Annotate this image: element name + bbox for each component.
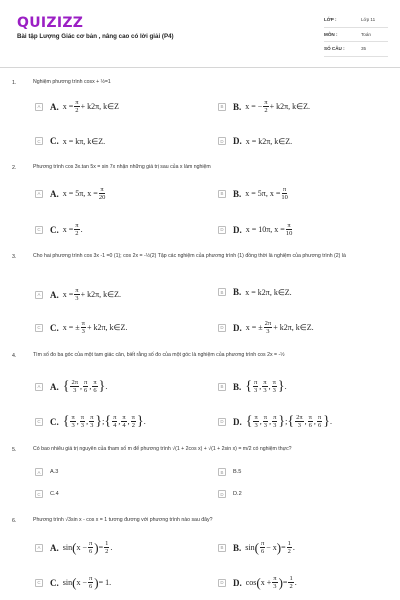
option-d[interactable] [218,222,293,237]
option-letter: B. [233,469,239,475]
option-box[interactable]: C [35,418,43,426]
option-letter: D. [233,577,242,588]
option-letter: D. [233,491,239,497]
option-letter: D. [233,416,242,427]
option-b[interactable] [218,186,289,201]
option-box[interactable]: D [218,324,226,332]
option-d[interactable] [218,136,292,146]
option-b[interactable] [218,379,287,394]
meta-label: SỐ CÂU : [324,46,345,52]
option-d[interactable] [218,320,314,335]
option-box[interactable]: D [218,579,226,587]
option-box[interactable]: C [35,137,43,145]
option-letter: C. [50,416,59,427]
option-letter: B. [233,542,242,553]
option-math: x = kπ, k∈Z. [62,136,106,146]
question-text: Có bao nhiêu giá trị nguyên của tham số m để phương trình √(1 + 2cos x) + √(1 + 2sin x) = m/2 có nghiệm thực? [33,446,292,452]
option-letter: C. [50,224,59,235]
option-d[interactable] [218,490,242,498]
option-math: x = 5π, x = $\frac{\pi}{20}$ [62,186,106,201]
option-math: x = $\frac{\pi}{2}$ + k2π, k∈Z [62,99,119,114]
option-box[interactable]: D [218,418,226,426]
option-text: 3 [55,469,59,475]
option-b[interactable] [218,468,241,476]
question-text: Tìm số đo ba góc của một tam giác cân, biết rằng số đo của một góc là nghiệm của phương trình cos 2x = -½ [33,352,285,358]
option-math: sin ( $\frac{\pi}{6}$ − x ) = $\frac{1}{2}$ . [245,540,295,555]
option-math: sin ( x − $\frac{\pi}{6}$ ) = $\frac{1}{2}$ . [62,540,113,555]
option-letter: D. [233,322,242,333]
option-box[interactable]: C [35,324,43,332]
option-a[interactable] [35,99,119,114]
option-letter: D. [233,136,242,146]
header-divider [0,67,400,68]
option-math: x = $\frac{\pi}{3}$ + k2π, k∈Z. [62,287,121,302]
option-math: x = $\frac{\pi}{2}$ . [62,222,83,237]
option-letter: B. [233,188,242,199]
option-box[interactable]: D [218,490,226,498]
option-box[interactable]: A [35,468,43,476]
option-letter: D. [233,224,242,235]
option-box[interactable]: C [35,226,43,234]
option-c[interactable] [35,320,127,335]
option-letter: A. [50,289,59,300]
option-letter: C. [50,577,59,588]
option-box[interactable]: B [218,383,226,391]
option-math: x = 5π, x = $\frac{\pi}{10}$ [245,186,288,201]
meta-row-class [324,13,388,28]
question-number: 5. [12,447,17,453]
option-c[interactable] [35,575,111,590]
option-box[interactable]: A [35,190,43,198]
option-math: x = ± $\frac{2\pi}{3}$ + k2π, k∈Z. [245,320,314,335]
meta-row-count [324,42,388,57]
option-letter: A. [50,381,59,392]
question-number: 1. [12,80,17,86]
option-box[interactable]: C [35,490,43,498]
quizizz-logo: QUIZIZZ [17,15,84,31]
question-number: 3. [12,254,17,260]
option-box[interactable]: C [35,579,43,587]
option-letter: B. [233,287,242,297]
option-letter: C. [50,136,59,146]
option-letter: C. [50,491,56,497]
option-letter: A. [50,188,59,199]
option-box[interactable]: B [218,103,226,111]
option-math: x = 10π, x = $\frac{\pi}{10}$ [245,222,293,237]
meta-row-subject [324,28,388,43]
option-math: sin ( x − $\frac{\pi}{6}$ ) = 1. [62,575,112,590]
meta-value: 35 [361,46,367,52]
option-box[interactable]: A [35,103,43,111]
option-math: { $\frac{2\pi}{3}$ , $\frac{\pi}{6}$ , $\frac{\pi}{6}$ } . [62,378,108,394]
option-a[interactable] [35,287,121,302]
question-number: 4. [12,353,17,359]
meta-panel [324,13,388,57]
option-box[interactable]: D [218,226,226,234]
option-c[interactable] [35,414,146,429]
option-box[interactable]: D [218,137,226,145]
option-box[interactable]: B [218,288,226,296]
option-a[interactable] [35,186,106,201]
page-title: Bài tập Lượng Giác cơ bản , nâng cao có lời giải (P4) [17,33,174,40]
meta-label: MÔN : [324,31,338,37]
option-d[interactable] [218,575,297,590]
option-box[interactable]: B [218,190,226,198]
option-math: { $\frac{\pi}{3}$ , $\frac{\pi}{3}$ , $\frac{\pi}{3}$ } ; { $\frac{2\pi}{3}$ , $\frac{\pi}{6}$ , $\frac{\pi}{6}$ } . [245,413,332,429]
question-number: 6. [12,518,17,524]
option-a[interactable] [35,468,58,476]
option-math: x = − $\frac{\pi}{2}$ + k2π, k∈Z. [245,99,310,114]
option-c[interactable] [35,490,59,498]
option-box[interactable]: B [218,468,226,476]
option-a[interactable] [35,540,112,555]
option-math: cos ( x + $\frac{\pi}{3}$ ) = $\frac{1}{2}$ . [245,575,297,590]
option-math: x = k2π, k∈Z. [245,287,292,297]
option-letter: A. [50,469,56,475]
meta-label: LỚP : [324,17,337,23]
option-box[interactable]: A [35,544,43,552]
option-text: 2 [238,491,242,497]
option-letter: A. [50,101,59,112]
option-text: 5 [238,469,242,475]
option-box[interactable]: B [218,544,226,552]
meta-value: Lớp 11 [361,17,376,23]
option-letter: C. [50,322,59,333]
option-c[interactable] [35,136,105,146]
option-box[interactable]: A [35,291,43,299]
option-math: { $\frac{\pi}{3}$ , $\frac{\pi}{3}$ , $\frac{\pi}{3}$ } . [245,378,287,394]
question-text: Cho hai phương trình cos 3x -1 =0 (1); cos 2x = -½(2) Tập các nghiệm của phương trình (1) đồng thời là nghiệm của phương trình (2) là [33,253,346,259]
option-c[interactable] [35,222,83,237]
option-letter: B. [233,381,242,392]
option-math: { $\frac{\pi}{3}$ , $\frac{\pi}{3}$ , $\frac{\pi}{3}$ } ; { $\frac{\pi}{4}$ , $\frac{\pi}{4}$ , $\frac{\pi}{2}$ } . [62,413,146,429]
option-text: 4 [55,491,59,497]
question-number: 2. [12,165,17,171]
option-box[interactable]: A [35,383,43,391]
option-math: x = k2π, k∈Z. [245,136,293,146]
question-text: Phương trình cos 3x.tan 5x = sin 7x nhận những giá trị sau của x làm nghiệm [33,164,211,170]
option-letter: A. [50,542,59,553]
question-text: Phương trình √3sin x - cos x = 1 tương đương với phương trình nào sau đây? [33,517,213,523]
option-a[interactable] [35,379,107,394]
option-letter: B. [233,101,242,112]
question-text: Nghiệm phương trình cosx + ½=1 [33,79,111,85]
option-b[interactable] [218,287,292,297]
meta-value: Toán [361,31,371,37]
option-d[interactable] [218,414,332,429]
option-math: x = ± $\frac{\pi}{3}$ + k2π, k∈Z. [62,320,128,335]
option-b[interactable] [218,540,295,555]
option-b[interactable] [218,99,310,114]
